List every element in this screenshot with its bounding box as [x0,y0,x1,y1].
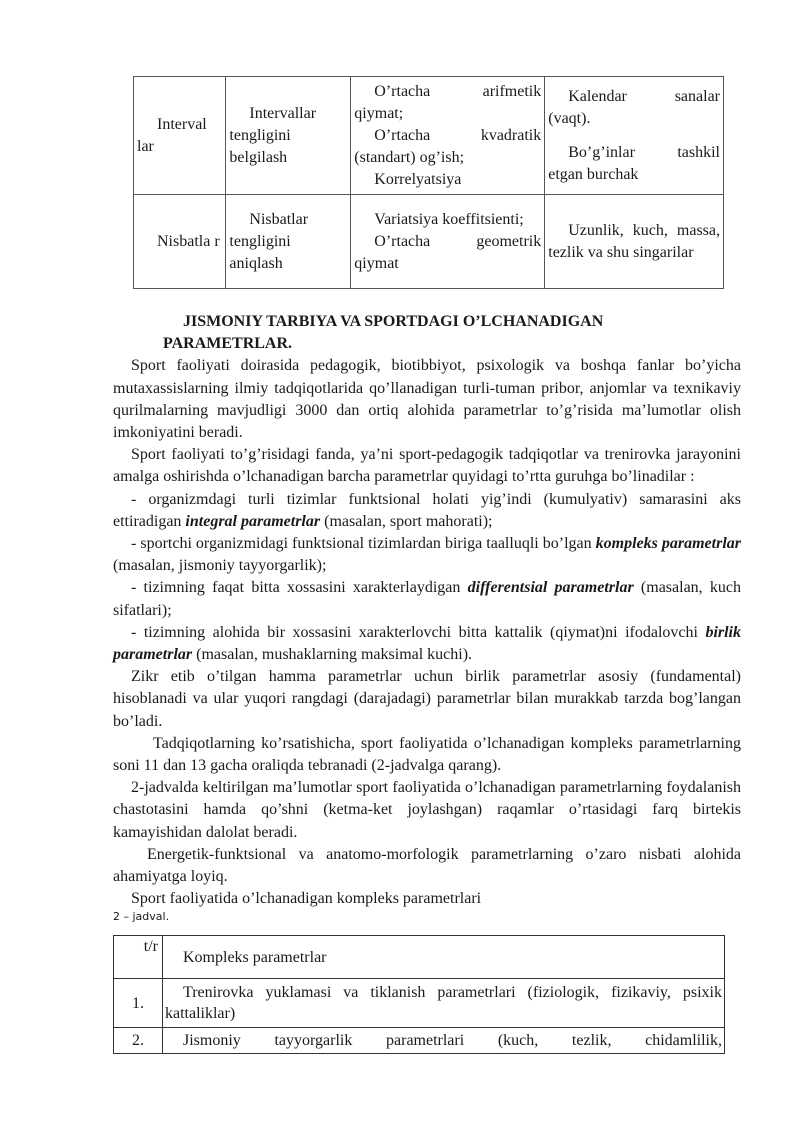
body-text [113,311,741,924]
scale-statistic: Korrelyatsiya [374,170,462,188]
scale-example: Uzunlik, kuch, massa, tezlik va shu singarilar [548,221,720,261]
paragraph: Sport faoliyati to’g’risidagi fanda, ya’ni sport-pedagogik tadqiqotlar va trenirovka jarayonini amalga oshirishda o’lchanadigan barcha parametrlar quyidagi to’rtta guruhga bo’linadilar : [113,446,741,486]
term: integral parametrlar [185,512,321,530]
term: birlik parametrlar [113,623,741,664]
list-item: - sportchi organizmidagi funktsional tizimlardan biriga taalluqli bo’lgan kompleks parametrlar (masalan, jismoniy tayyorgarlik); [113,535,741,575]
scale-name: Interval lar [137,115,207,155]
table-label: 2 – jadval. [113,910,170,924]
table-row [114,979,725,1028]
row-num: 1. [114,979,163,1028]
scale-statistic: O’rtacha kvadratik (standart) og’ish; [354,126,542,166]
section-heading: JISMONIY TARBIYA VA SPORTDAGI O’LCHANADIGAN [183,313,604,330]
row-text: Jismoniy tayyorgarlik parametrlari (kuch, tezlik, chidamlilik, [183,1032,722,1049]
row-text: Trenirovka yuklamasi va tiklanish parametrlari (fiziologik, fizikaviy, psixik kattaliklar) [165,984,722,1022]
section-heading-cont: PARAMETRLAR. [163,335,293,353]
header-text: Kompleks parametrlar [183,948,327,966]
scale-statistic: O’rtacha arifmetik qiymat; [354,82,542,122]
paragraph: Zikr etib o’tilgan hamma parametrlar uchun birlik parametrlar asosiy (fundamental) hisoblanadi va ular yuqori rangdagi (darajadagi) parametrlar bilan murakkab tarzda bog’langan bo’ladi. [113,668,741,730]
list-item: - organizmdagi turli tizimlar funktsional holati yig’indi (kumulyativ) samarasini aks ettiradigan integral parametrlar (masalan, sport mahorati); [113,490,741,530]
term: differentsial parametrlar [467,579,634,597]
list-item: - tizimning faqat bitta xossasini xarakterlaydigan differentsial parametrlar (masalan, kuch sifatlari); [113,579,741,619]
scale-statistic: O’rtacha geometrik qiymat [354,232,542,272]
paragraph: 2-jadvalda keltirilgan ma’lumotlar sport faoliyatida o’lchanadigan parametrlarning foydalanish chastotasini hamda qo’shni (ketma-ket joylashgan) raqamlar o’rtasidagi farq birtekis kamayishidan dalolat beradi. [113,779,741,841]
scale-name: Nisbatla r [157,232,220,250]
table-row [134,195,724,289]
scale-example: Kalendar sanalar (vaqt). [548,87,720,127]
table-row [134,77,724,195]
scale-statistic: Variatsiya koeffitsienti; [374,210,524,228]
list-item: - tizimning alohida bir xossasini xarakterlovchi bitta kattalik (qiymat)ni ifodalovchi birlik parametrlar (masalan, mushaklarning maksimal kuchi). [113,623,741,664]
scales-table [133,76,724,289]
table-caption: Sport faoliyatida o’lchanadigan kompleks parametrlari [131,890,482,908]
row-num: 2. [114,1028,163,1054]
table-row [114,1028,725,1054]
scale-example: Bo’g’inlar tashkil etgan burchak [548,143,720,183]
scale-operation: Nisbatlar tengligini aniqlash [229,210,309,272]
header-num: t/r [114,936,163,979]
paragraph: Sport faoliyati doirasida pedagogik, biotibbiyot, psixologik va boshqa fanlar bo’yicha mutaxassislarning ilmiy tadqiqotlarida qo’llanadigan turli-tuman pribor, anjomlar va texnikaviy qurilmalarning mavjudligi 3000 dan ortiq alohida parametrlar to’g’risida ma’lumotlar olish imkoniyatini beradi. [113,357,741,442]
paragraph: Tadqiqotlarning ko’rsatishicha, sport faoliyatida o’lchanadigan kompleks parametrlarning soni 11 dan 13 gacha oraliqda tebranadi (2-jadvalga qarang). [113,734,741,775]
complex-parameters-table [113,935,725,1054]
paragraph: Energetik-funktsional va anatomo-morfologik parametrlarning o’zaro nisbati alohida ahamiyatga loyiq. [113,845,741,886]
term: kompleks parametrlar [595,535,741,553]
scale-operation: Intervallar tengligini belgilash [229,104,317,166]
table-header-row [114,936,725,979]
